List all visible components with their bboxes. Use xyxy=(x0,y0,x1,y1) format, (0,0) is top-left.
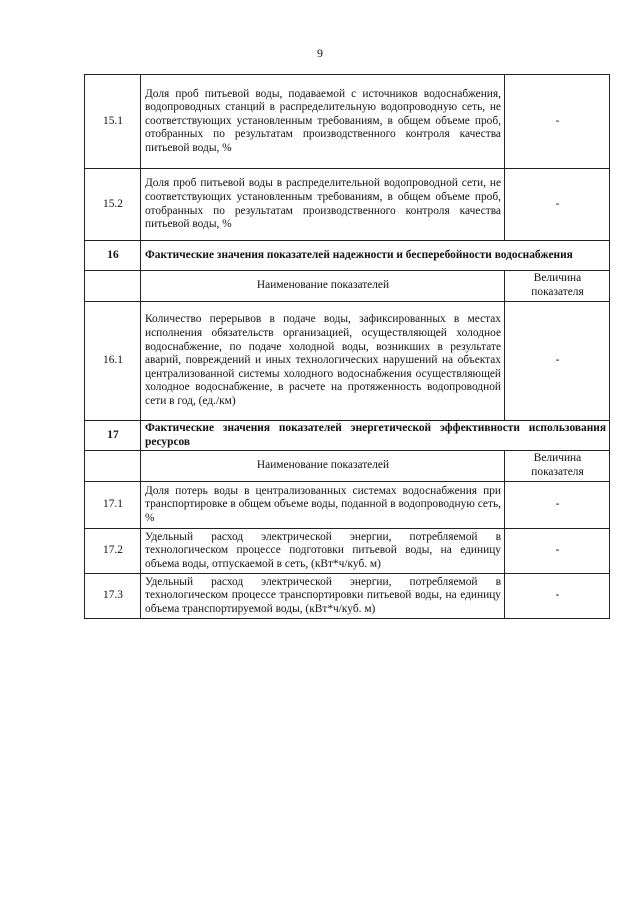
header-row xyxy=(85,451,610,482)
row-number: 17.1 xyxy=(85,482,141,529)
table-row xyxy=(85,529,610,574)
header-row xyxy=(85,271,610,302)
section-number: 16 xyxy=(85,241,141,271)
indicator-value: - xyxy=(505,529,610,574)
header-blank-cell xyxy=(85,271,141,302)
value-column-header: Величина показателя xyxy=(505,451,610,482)
name-column-header: Наименование показателей xyxy=(141,451,505,482)
indicator-value: - xyxy=(505,169,610,241)
section-row xyxy=(85,421,610,451)
page-number: 9 xyxy=(317,46,323,60)
section-number: 17 xyxy=(85,421,141,451)
table-row xyxy=(85,75,610,169)
indicator-value: - xyxy=(505,75,610,169)
table-row xyxy=(85,482,610,529)
indicators-table xyxy=(84,74,610,619)
indicator-description: Доля проб питьевой воды в распределительной водопроводной сети, не соответствующих установленным требованиям, в общем объеме проб, отобранных по результатам производственного контроля качества питьевой воды, % xyxy=(141,169,505,241)
header-blank-cell xyxy=(85,451,141,482)
row-number: 15.2 xyxy=(85,169,141,241)
indicator-value: - xyxy=(505,302,610,421)
row-number: 17.3 xyxy=(85,574,141,619)
table-row xyxy=(85,169,610,241)
value-column-header: Величина показателя xyxy=(505,271,610,302)
indicator-description: Доля проб питьевой воды, подаваемой с источников водоснабжения, водопроводных станций в распределительную водопроводную сеть, не соответствующих установленным требованиям, в общем объеме проб, отобранных по результатам производственного контроля качества питьевой воды, % xyxy=(141,75,505,169)
table-row xyxy=(85,574,610,619)
indicator-description: Количество перерывов в подаче воды, зафиксированных в местах исполнения обязательств организацией, осуществляющей холодное водоснабжение, по подаче холодной воды, возникших в результате аварий, повреждений и иных технологических нарушений на объектах централизованной системы холодного водоснабжения осуществляющей холодное водоснабжение, в расчете на протяженность водопроводной сети в год, (ед./км) xyxy=(141,302,505,421)
indicator-description: Удельный расход электрической энергии, потребляемой в технологическом процессе транспортировки питьевой воды, на единицу объема транспортируемой воды, (кВт*ч/куб. м) xyxy=(141,574,505,619)
indicator-description: Удельный расход электрической энергии, потребляемой в технологическом процессе подготовки питьевой воды, на единицу объема воды, отпускаемой в сеть, (кВт*ч/куб. м) xyxy=(141,529,505,574)
row-number: 15.1 xyxy=(85,75,141,169)
indicator-value: - xyxy=(505,482,610,529)
indicator-description: Доля потерь воды в централизованных системах водоснабжения при транспортировке в общем объеме воды, поданной в водопроводную сеть, % xyxy=(141,482,505,529)
section-row xyxy=(85,241,610,271)
row-number: 17.2 xyxy=(85,529,141,574)
row-number: 16.1 xyxy=(85,302,141,421)
section-title: Фактические значения показателей надежности и бесперебойности водоснабжения xyxy=(141,241,610,271)
table-row xyxy=(85,302,610,421)
name-column-header: Наименование показателей xyxy=(141,271,505,302)
section-title: Фактические значения показателей энергетической эффективности использования ресурсов xyxy=(141,421,610,451)
indicator-value: - xyxy=(505,574,610,619)
